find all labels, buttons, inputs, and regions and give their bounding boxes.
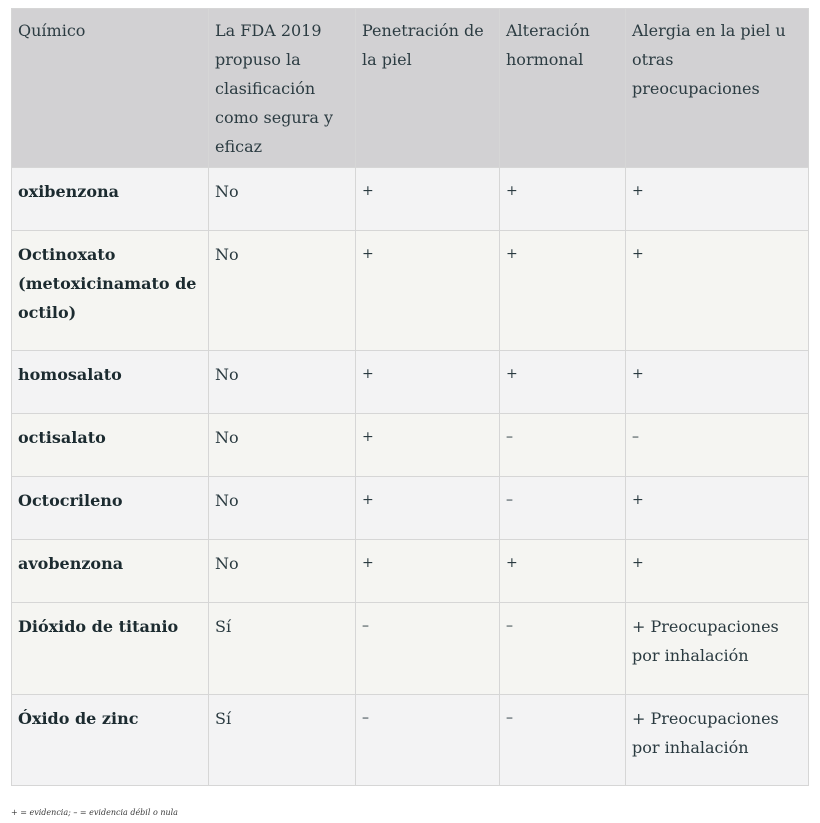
- header-fda-2019: La FDA 2019 propuso la clasificación como segura y eficaz: [209, 9, 356, 168]
- cell-penetration: +: [356, 231, 500, 351]
- header-skin-penetration: Penetración de la piel: [356, 9, 500, 168]
- cell-penetration: –: [356, 603, 500, 695]
- table-row: [12, 603, 809, 695]
- cell-chemical: homosalato: [12, 351, 209, 414]
- cell-penetration: +: [356, 414, 500, 477]
- cell-penetration: –: [356, 695, 500, 786]
- cell-chemical: Dióxido de titanio: [12, 603, 209, 695]
- cell-hormonal: –: [500, 477, 626, 540]
- cell-hormonal: +: [500, 351, 626, 414]
- cell-hormonal: –: [500, 603, 626, 695]
- cell-chemical: avobenzona: [12, 540, 209, 603]
- header-chemical: Químico: [12, 9, 209, 168]
- sunscreen-chemicals-table-container: [11, 8, 808, 786]
- cell-penetration: +: [356, 168, 500, 231]
- cell-allergy: + Preocupaciones por inhalación: [626, 603, 809, 695]
- cell-fda: No: [209, 168, 356, 231]
- table-row: [12, 231, 809, 351]
- cell-penetration: +: [356, 477, 500, 540]
- cell-chemical: Óxido de zinc: [12, 695, 209, 786]
- cell-fda: Sí: [209, 603, 356, 695]
- cell-fda: No: [209, 351, 356, 414]
- cell-chemical: octisalato: [12, 414, 209, 477]
- cell-fda: No: [209, 414, 356, 477]
- table-row: [12, 414, 809, 477]
- table-body: [12, 168, 809, 786]
- cell-chemical: Octocrileno: [12, 477, 209, 540]
- header-row: [12, 9, 809, 168]
- cell-allergy: + Preocupaciones por inhalación: [626, 695, 809, 786]
- table-row: [12, 351, 809, 414]
- cell-allergy: +: [626, 351, 809, 414]
- cell-allergy: –: [626, 414, 809, 477]
- cell-fda: No: [209, 540, 356, 603]
- cell-allergy: +: [626, 231, 809, 351]
- cell-penetration: +: [356, 540, 500, 603]
- cell-hormonal: –: [500, 695, 626, 786]
- cell-allergy: +: [626, 540, 809, 603]
- cell-hormonal: –: [500, 414, 626, 477]
- cell-allergy: +: [626, 477, 809, 540]
- cell-chemical: Octinoxato (metoxicinamato de octilo): [12, 231, 209, 351]
- table-row: [12, 168, 809, 231]
- cell-hormonal: +: [500, 231, 626, 351]
- cell-allergy: +: [626, 168, 809, 231]
- table-row: [12, 477, 809, 540]
- cell-fda: No: [209, 231, 356, 351]
- cell-hormonal: +: [500, 168, 626, 231]
- header-hormone-disruption: Alteración hormonal: [500, 9, 626, 168]
- table-row: [12, 540, 809, 603]
- cell-fda: Sí: [209, 695, 356, 786]
- cell-fda: No: [209, 477, 356, 540]
- sunscreen-chemicals-table: [11, 8, 809, 786]
- table-footnote: + = evidencia; – = evidencia débil o nula: [11, 808, 178, 817]
- table-row: [12, 695, 809, 786]
- table-header: [12, 9, 809, 168]
- cell-chemical: oxibenzona: [12, 168, 209, 231]
- header-skin-allergy: Alergia en la piel u otras preocupaciones: [626, 9, 809, 168]
- cell-penetration: +: [356, 351, 500, 414]
- cell-hormonal: +: [500, 540, 626, 603]
